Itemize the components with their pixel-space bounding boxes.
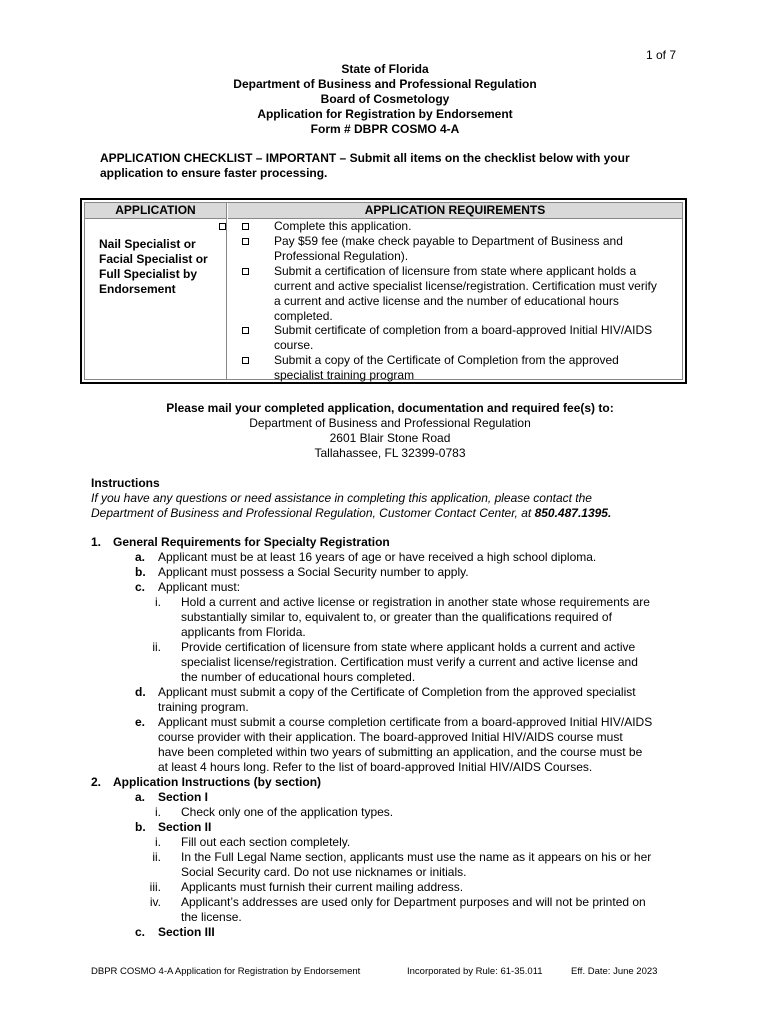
sub-list-item (91, 835, 691, 850)
list-item-text: Section II (158, 820, 212, 834)
footer-rule: Incorporated by Rule: 61-35.011 (407, 966, 543, 977)
section-heading (91, 775, 691, 790)
list-marker: ii. (152, 640, 161, 654)
header-state: State of Florida (341, 62, 429, 76)
list-item-text: Hold a current and active license or registration in another state whose requirements are (181, 595, 650, 609)
footer-effective-date: Eff. Date: June 2023 (571, 966, 658, 977)
list-item (91, 550, 691, 565)
instructions-line: If you have any questions or need assistance in completing this application, please contact the (91, 491, 592, 505)
list-marker: a. (135, 550, 146, 564)
header-application-title: Application for Registration by Endorsement (257, 107, 513, 121)
application-checkbox[interactable] (219, 223, 226, 230)
mail-heading: Please mail your completed application, documentation and required fee(s) to: (166, 401, 614, 415)
form-header (0, 62, 770, 137)
application-line: Full Specialist by (99, 267, 198, 281)
list-marker: iv. (149, 895, 161, 909)
sub-list-item (91, 895, 691, 925)
requirement-checkbox[interactable] (242, 268, 249, 275)
list-item-text: Application Instructions (by section) (113, 775, 322, 789)
instructions-list (91, 535, 691, 940)
instructions-line-text: Department of Business and Professional Regulation, Customer Contact Center, at (91, 506, 535, 520)
instructions-block (91, 476, 691, 521)
requirement-checkbox[interactable] (242, 238, 249, 245)
requirement-text: Complete this application. (274, 219, 412, 233)
table-header-application: APPLICATION (85, 203, 227, 219)
list-marker: ii. (152, 850, 161, 864)
sub-list-item (91, 880, 691, 895)
list-item (91, 580, 691, 595)
requirement-certification (245, 264, 685, 324)
list-marker: i. (155, 595, 161, 609)
list-item-text: Fill out each section completely. (181, 835, 351, 849)
list-marker: e. (135, 715, 146, 729)
list-item-text: Section III (158, 925, 215, 939)
list-item-text: In the Full Legal Name section, applicants must use the name as it appears on his or her (181, 850, 652, 864)
list-item-text: Applicant’s addresses are used only for Department purposes and will not be printed on (181, 895, 646, 909)
list-item-text: Applicant must submit a copy of the Certificate of Completion from the approved specialist (158, 685, 636, 699)
requirement-pay-fee (245, 234, 685, 264)
requirement-text: Submit a certification of licensure from state where applicant holds a (274, 264, 637, 278)
list-marker: b. (135, 565, 146, 579)
list-item-text: Applicant must be at least 16 years of age or have received a high school diploma. (158, 550, 597, 564)
section-heading (91, 535, 691, 550)
requirement-text: completed. (274, 309, 333, 323)
list-item-text: Applicant must: (158, 580, 241, 594)
requirement-text: current and active specialist license/registration. Certification must verify (274, 279, 657, 293)
sub-list-item (91, 640, 691, 685)
header-department: Department of Business and Professional Regulation (233, 77, 537, 91)
requirement-checkbox[interactable] (242, 223, 249, 230)
sub-list-item (91, 850, 691, 880)
requirement-checkbox[interactable] (242, 327, 249, 334)
list-item-text: Applicant must possess a Social Security number to apply. (158, 565, 469, 579)
application-line: Endorsement (99, 282, 176, 296)
list-item-text: have been completed within two years of submitting an application, and the course must be (158, 745, 643, 759)
requirement-hiv-aids (245, 323, 685, 353)
list-marker: i. (155, 805, 161, 819)
list-item (91, 925, 691, 940)
contact-phone: 850.487.1395. (534, 506, 612, 520)
requirement-text: a current and active license and the number of educational hours (274, 294, 619, 308)
checklist-line-1: APPLICATION CHECKLIST – IMPORTANT – Submit all items on the checklist below with your (100, 151, 630, 165)
application-type-label (99, 237, 208, 297)
list-marker: i. (155, 835, 161, 849)
list-marker: 2. (91, 775, 102, 789)
list-item (91, 565, 691, 580)
requirement-text: Pay $59 fee (make check payable to Department of Business and (274, 234, 623, 248)
list-item (91, 820, 691, 835)
list-item-text: Provide certification of licensure from state where applicant holds a current and active (181, 640, 636, 654)
requirement-text: Submit a copy of the Certificate of Completion from the approved (274, 353, 619, 367)
mailing-address-block (0, 401, 770, 461)
checklist-table (80, 198, 687, 384)
list-item (91, 790, 691, 805)
list-marker: 1. (91, 535, 102, 549)
list-marker: iii. (149, 880, 161, 894)
list-marker: b. (135, 820, 146, 834)
list-item (91, 685, 691, 715)
footer-form-title: DBPR COSMO 4-A Application for Registration by Endorsement (91, 966, 361, 977)
list-item-text: Applicants must furnish their current mailing address. (181, 880, 464, 894)
list-item-text: Section I (158, 790, 209, 804)
list-item-text: General Requirements for Specialty Registration (113, 535, 390, 549)
instructions-line (91, 506, 691, 521)
application-line: Facial Specialist or (99, 252, 208, 266)
mail-address-line: Tallahassee, FL 32399-0783 (314, 446, 466, 460)
list-item (91, 715, 691, 775)
list-marker: a. (135, 790, 146, 804)
table-header-requirements: APPLICATION REQUIREMENTS (228, 203, 682, 219)
sub-list-item (91, 595, 691, 640)
checklist-note (100, 151, 680, 181)
list-item-text: specialist license/registration. Certification must verify a current and active license and (181, 655, 638, 669)
application-line: Nail Specialist or (99, 237, 196, 251)
requirement-training-certificate (245, 353, 685, 383)
sub-list-item (91, 805, 691, 820)
requirement-text: Submit certificate of completion from a board-approved Initial HIV/AIDS (274, 323, 653, 337)
list-item-text: the license. (181, 910, 242, 924)
header-board: Board of Cosmetology (320, 92, 450, 106)
requirement-text: course. (274, 338, 314, 352)
requirement-checkbox[interactable] (242, 357, 249, 364)
list-item-text: at least 4 hours long. Refer to the list of board-approved Initial HIV/AIDS Courses. (158, 760, 593, 774)
requirement-complete-application (245, 219, 685, 234)
mail-address-line: Department of Business and Professional Regulation (249, 416, 531, 430)
list-item-text: Check only one of the application types. (181, 805, 394, 819)
instructions-title: Instructions (91, 476, 160, 490)
list-item-text: Social Security card. Do not use nicknames or initials. (181, 865, 467, 879)
list-item-text: applicants from Florida. (181, 625, 306, 639)
list-marker: c. (135, 580, 146, 594)
requirement-text: specialist training program (274, 368, 415, 382)
list-item-text: the number of educational hours completed. (181, 670, 416, 684)
header-form-number: Form # DBPR COSMO 4-A (310, 122, 460, 136)
list-item-text: substantially similar to, equivalent to, or greater than the qualifications required of (181, 610, 612, 624)
list-item-text: course provider with their application. The board-approved Initial HIV/AIDS course must (158, 730, 623, 744)
page-number: 1 of 7 (646, 48, 677, 62)
list-item-text: training program. (158, 700, 249, 714)
list-marker: d. (135, 685, 146, 699)
list-item-text: Applicant must submit a course completion certificate from a board-approved Initial HIV/AIDS (158, 715, 653, 729)
list-marker: c. (135, 925, 146, 939)
checklist-line-2: application to ensure faster processing. (100, 166, 328, 180)
requirement-text: Professional Regulation). (274, 249, 409, 263)
mail-address-line: 2601 Blair Stone Road (329, 431, 451, 445)
